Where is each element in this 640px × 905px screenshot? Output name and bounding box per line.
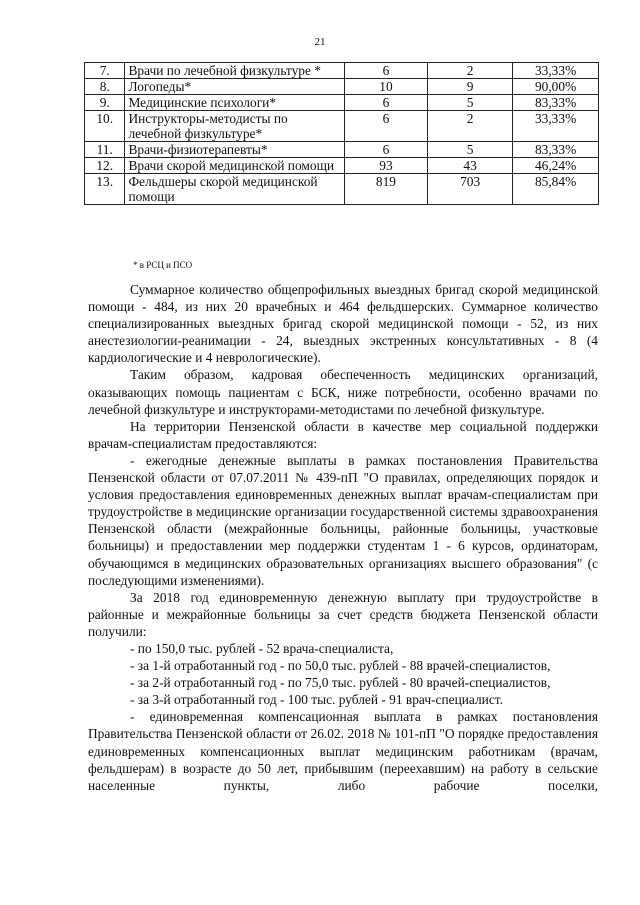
value-percent: 46,24% [513, 158, 599, 174]
row-number: 7. [85, 63, 125, 79]
specialty-name: Медицинские психологи* [125, 95, 344, 111]
row-number: 12. [85, 158, 125, 174]
paragraph: - ежегодные денежные выплаты в рамках постановления Правительства Пензенской области от 07.07.2011 № 439-пП "О правилах, определяющих порядок и условия предоставления единовременных денежных выплат врачам-специалистам при трудоустройстве в медицинские организации государственной системы здравоохранения Пензенской области (межрайонные больницы, районные больницы, участковые больницы) и предоставлении мер поддержки студентам 1 - 6 курсов, ординаторам, обучающимся в медицинских образовательных организациях высшего образования" (с последующими изменениями). [88, 452, 598, 588]
table-row [85, 142, 599, 158]
value-staffed: 2 [428, 111, 513, 142]
value-staffed: 43 [428, 158, 513, 174]
table-row [85, 111, 599, 142]
table-footnote: * в РСЦ и ПСО [133, 260, 193, 270]
row-number: 11. [85, 142, 125, 158]
row-number: 10. [85, 111, 125, 142]
value-required: 6 [344, 142, 427, 158]
value-staffed: 5 [428, 142, 513, 158]
value-percent: 33,33% [513, 111, 599, 142]
value-required: 10 [344, 79, 427, 95]
value-staffed: 703 [428, 174, 513, 205]
table-row [85, 63, 599, 79]
value-percent: 85,84% [513, 174, 599, 205]
page-number: 21 [314, 36, 326, 48]
table-row [85, 95, 599, 111]
specialty-name: Врачи по лечебной физкультуре * [125, 63, 344, 79]
value-percent: 83,33% [513, 142, 599, 158]
value-required: 819 [344, 174, 427, 205]
value-required: 93 [344, 158, 427, 174]
paragraph: На территории Пензенской области в качестве мер социальной поддержки врачам-специалистам предоставляются: [88, 418, 598, 451]
value-percent: 90,00% [513, 79, 599, 95]
paragraph: Таким образом, кадровая обеспеченность медицинских организаций, оказывающих помощь пациентам с БСК, ниже потребности, особенно врачами по лечебной физкультуре и инструкторами-методистами по лечебной физкультуре. [88, 367, 598, 417]
paragraph: - единовременная компенсационная выплата в рамках постановления Правительства Пензенской области от 26.02. 2018 № 101-пП "О порядке предоставления единовременных компенсационных выплат медицинским работникам (врачам, фельдшерам) в возрасте до 50 лет, прибывшим (переехавшим) на работу в сельские населенные пункты, либо рабочие поселки, [88, 709, 598, 793]
value-staffed: 2 [428, 63, 513, 79]
value-required: 6 [344, 63, 427, 79]
row-number: 9. [85, 95, 125, 111]
specialty-name: Инструкторы-методисты по лечебной физкультуре* [125, 111, 344, 142]
value-staffed: 9 [428, 79, 513, 95]
value-required: 6 [344, 95, 427, 111]
list-item: - за 3-й отработанный год - 100 тыс. рублей - 91 врач-специалист. [130, 692, 503, 708]
specialty-name: Логопеды* [125, 79, 344, 95]
table-row [85, 174, 599, 205]
body-text [88, 281, 598, 794]
staffing-table-body [85, 63, 599, 205]
table-row [85, 158, 599, 174]
table-row [85, 79, 599, 95]
staffing-table [84, 62, 599, 205]
row-number: 8. [85, 79, 125, 95]
specialty-name: Фельдшеры скорой медицинской помощи [125, 174, 344, 205]
paragraph: Суммарное количество общепрофильных выездных бригад скорой медицинской помощи - 484, из них 20 врачебных и 464 фельдшерских. Суммарное количество специализированных выездных бригад скорой медицинской помощи - 52, из них анестезиологии-реанимации - 24, выездных экстренных консультативных - 8 (4 кардиологические и 4 неврологические). [88, 282, 598, 366]
specialty-name: Врачи скорой медицинской помощи [125, 158, 344, 174]
value-required: 6 [344, 111, 427, 142]
list-item: - по 150,0 тыс. рублей - 52 врача-специалиста, [130, 640, 394, 656]
value-staffed: 5 [428, 95, 513, 111]
value-percent: 83,33% [513, 95, 599, 111]
list-item: - за 1-й отработанный год - по 50,0 тыс. рублей - 88 врачей-специалистов, [130, 658, 551, 674]
paragraph: За 2018 год единовременную денежную выплату при трудоустройстве в районные и межрайонные больницы за счет средств бюджета Пензенской области получили: [88, 589, 598, 639]
list-item: - за 2-й отработанный год - по 75,0 тыс. рублей - 80 врачей-специалистов, [130, 675, 551, 691]
specialty-name: Врачи-физиотерапевты* [125, 142, 344, 158]
value-percent: 33,33% [513, 63, 599, 79]
row-number: 13. [85, 174, 125, 205]
